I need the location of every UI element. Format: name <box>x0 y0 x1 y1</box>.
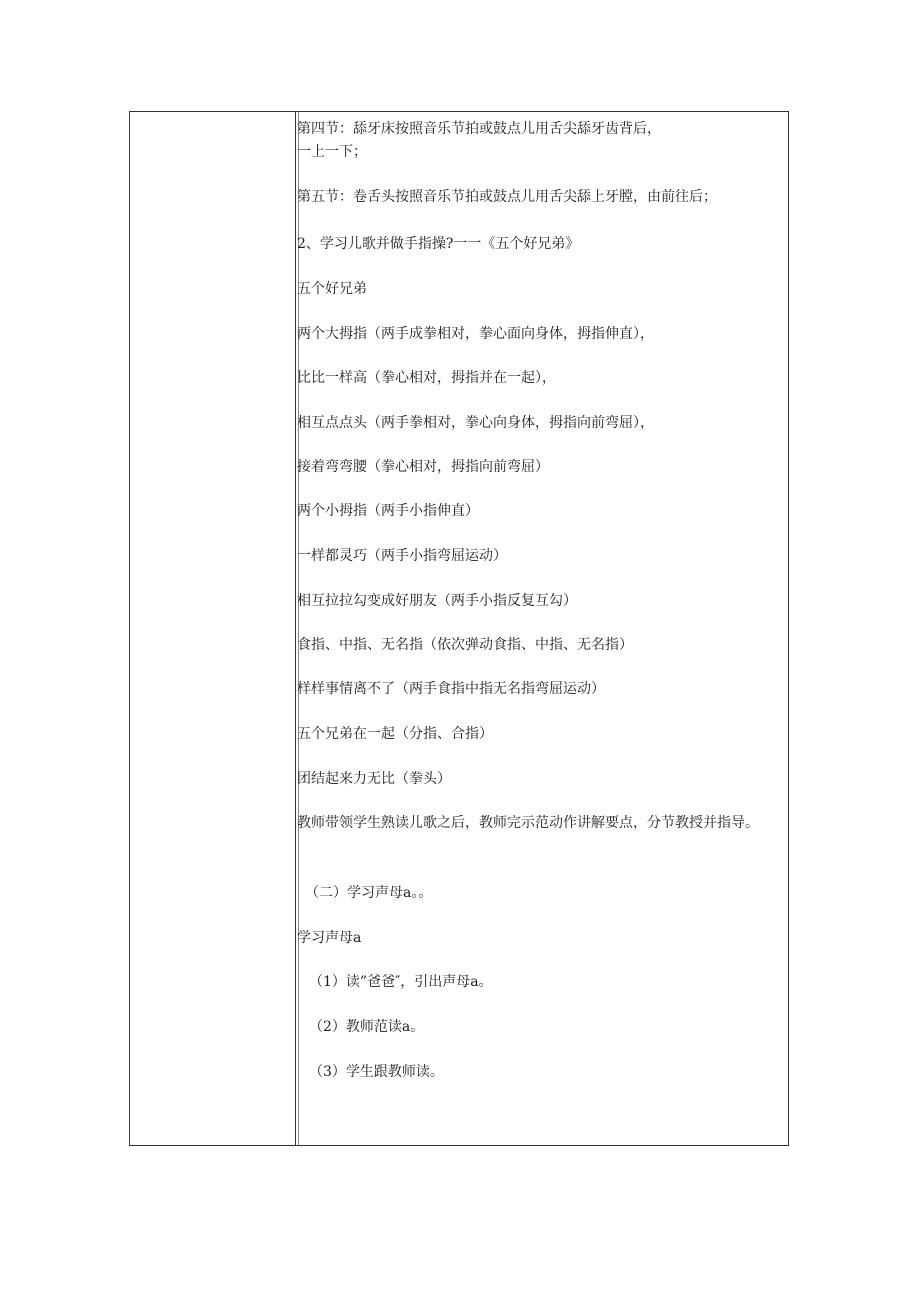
text-line: 五个好兄弟 <box>297 281 367 297</box>
text-line: 样样事情离不了（两手食指中指无名指弯屈运动） <box>297 681 605 697</box>
text-line: （二）学习声母a。。 <box>305 885 433 901</box>
text-line: 食指、中指、无名指（依次弹动食指、中指、无名指） <box>297 637 633 653</box>
text-line: 2、学习儿歌并做手指操?一一《五个好兄弟》 <box>297 236 580 252</box>
text-line: 五个兄弟在一起（分指、合指） <box>297 726 493 742</box>
table-frame <box>129 111 789 1146</box>
text-paragraph: 教师带领学生熟读儿歌之后，教师完示范动作讲解要点，分节教授并指导。 <box>297 815 759 831</box>
text-line: （2）教师范读a。 <box>309 1019 425 1035</box>
text-line: 比比一样高（拳心相对，拇指并在一起）， <box>297 370 556 386</box>
text-line: 一样都灵巧（两手小指弯屈运动） <box>297 548 507 564</box>
column-divider <box>295 112 296 1145</box>
text-line: 相互点点头（两手拳相对，拳心向身体，拇指向前弯屈）， <box>297 415 654 431</box>
text-line: 两个大拇指（两手成拳相对，拳心面向身体，拇指伸直）， <box>297 326 654 342</box>
text-line: 第四节：舔牙床按照音乐节拍或鼓点儿用舌尖舔牙齿背后， <box>297 121 661 137</box>
text-line: 一上一下； <box>297 144 367 160</box>
text-line: （3）学生跟教师读。 <box>309 1064 444 1080</box>
text-line: 两个小拇指（两手小指伸直） <box>297 503 479 519</box>
text-line: 团结起来力无比（拳头） <box>297 771 451 787</box>
text-line: 相互拉拉勾变成好朋友（两手小指反复互勾） <box>297 593 577 609</box>
text-line: 学习声母a <box>297 930 362 946</box>
text-line: 接着弯弯腰（拳心相对，拇指向前弯屈） <box>297 459 549 475</box>
column-divider-inner <box>298 112 299 1145</box>
text-line: 第五节：卷舌头按照音乐节拍或鼓点儿用舌尖舔上牙膛，由前往后； <box>297 189 717 205</box>
text-line: （1）读”爸爸″，引出声母a。 <box>309 974 493 990</box>
